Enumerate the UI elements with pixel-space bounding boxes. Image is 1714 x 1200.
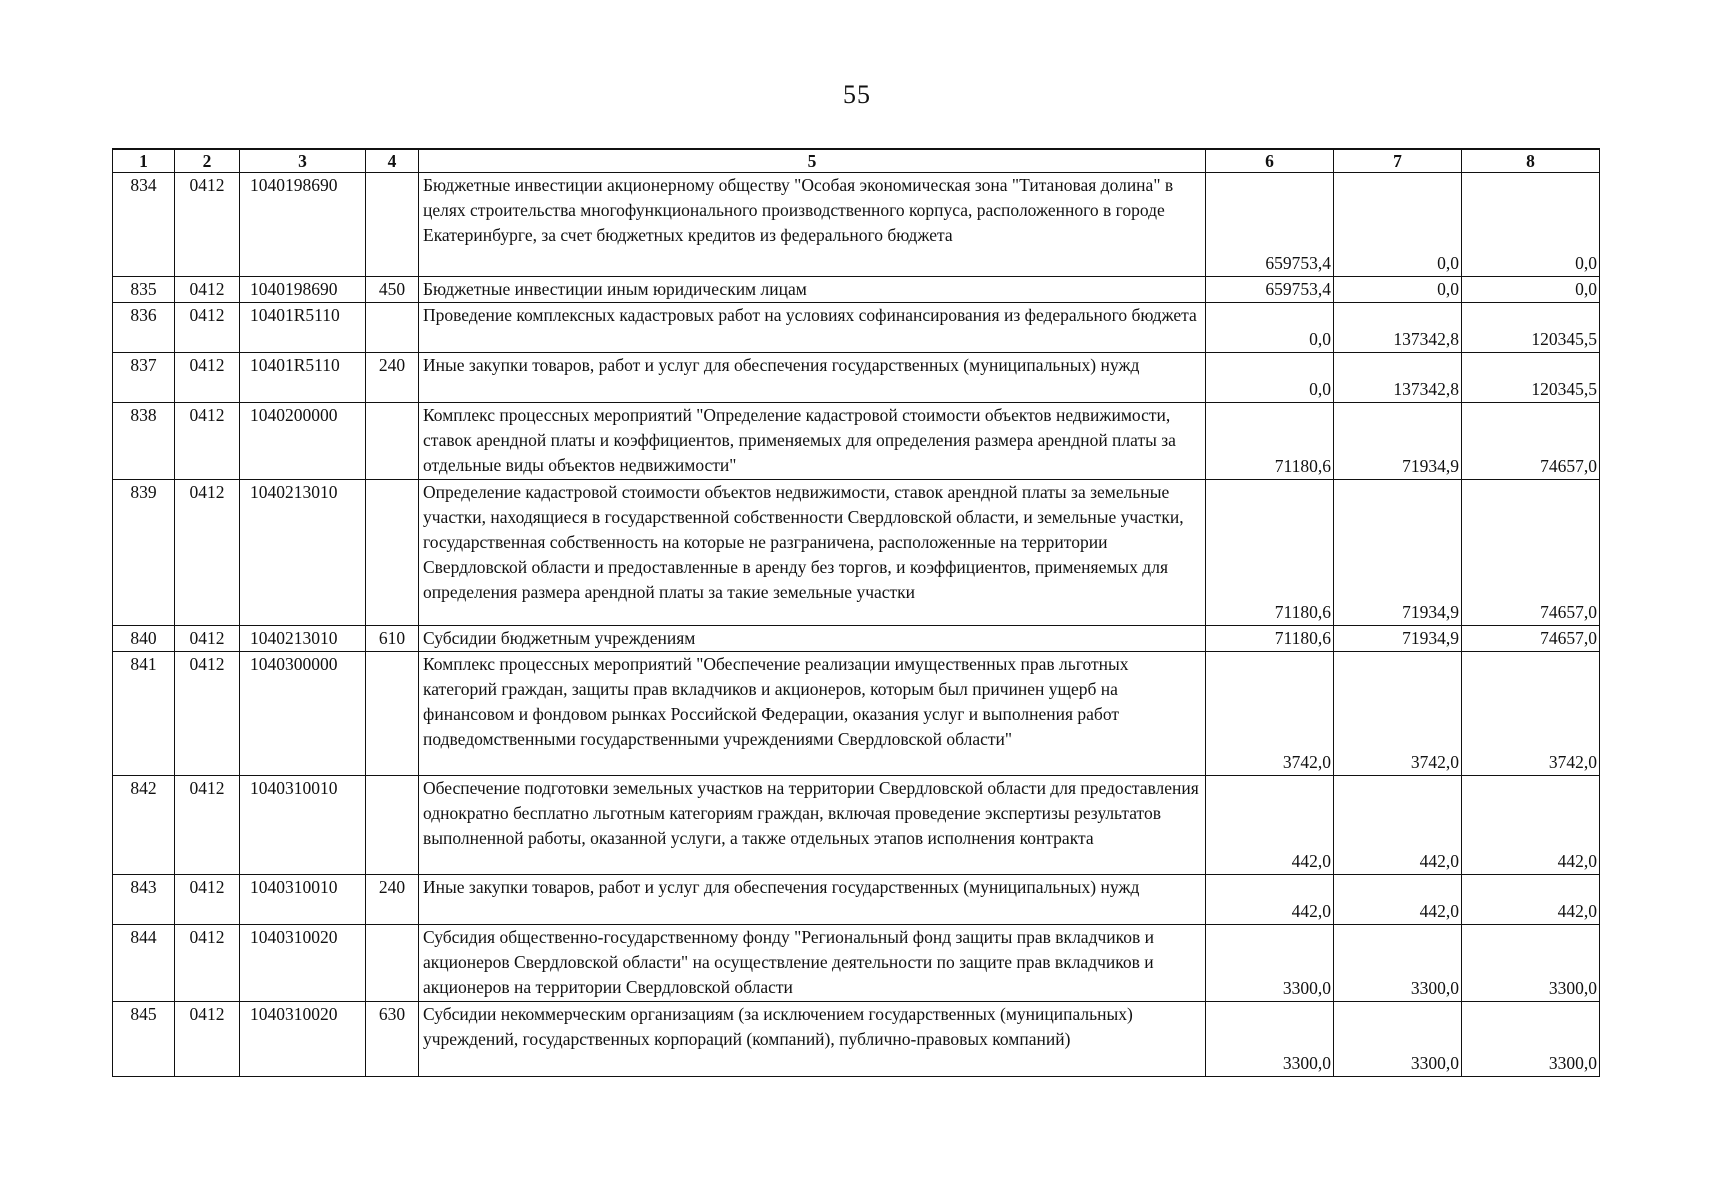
amount-col7-cell: 3300,0	[1334, 1002, 1462, 1077]
amount-col6-cell: 3742,0	[1206, 652, 1334, 776]
description-cell: Определение кадастровой стоимости объектов недвижимости, ставок арендной платы за земельные участки, находящиеся в государственной собственности Свердловской области, и земельные участки, государственная собственность на которые не разграничена, расположенные на территории Свердловской области и предоставленные в аренду без торгов, и коэффициентов, применяемых для определения размера арендной платы за такие земельные участки	[419, 480, 1206, 626]
row-number-cell: 845	[113, 1002, 175, 1077]
description-cell: Субсидии некоммерческим организациям (за исключением государственных (муниципальных) учреждений, государственных корпораций (компаний), публично-правовых компаний)	[419, 1002, 1206, 1077]
table-row	[113, 626, 1600, 652]
row-number-cell: 838	[113, 403, 175, 480]
row-number-cell: 839	[113, 480, 175, 626]
amount-col8-cell: 442,0	[1462, 875, 1600, 925]
table-row	[113, 173, 1600, 277]
description-cell: Иные закупки товаров, работ и услуг для обеспечения государственных (муниципальных) нужд	[419, 353, 1206, 403]
amount-col6-cell: 442,0	[1206, 875, 1334, 925]
column-header: 5	[419, 149, 1206, 173]
amount-col8-cell: 3300,0	[1462, 1002, 1600, 1077]
target-article-cell: 1040310020	[240, 1002, 366, 1077]
amount-col8-cell: 74657,0	[1462, 626, 1600, 652]
expense-type-cell	[366, 480, 419, 626]
amount-col6-cell: 3300,0	[1206, 1002, 1334, 1077]
column-header: 1	[113, 149, 175, 173]
target-article-cell: 1040198690	[240, 277, 366, 303]
row-number-cell: 837	[113, 353, 175, 403]
section-code-cell: 0412	[175, 875, 240, 925]
section-code-cell: 0412	[175, 403, 240, 480]
table-row	[113, 303, 1600, 353]
table-body	[113, 173, 1600, 1077]
target-article-cell: 10401R5110	[240, 353, 366, 403]
target-article-cell: 1040300000	[240, 652, 366, 776]
amount-col7-cell: 3742,0	[1334, 652, 1462, 776]
expense-type-cell: 240	[366, 353, 419, 403]
description-cell: Бюджетные инвестиции иным юридическим лицам	[419, 277, 1206, 303]
target-article-cell: 1040310010	[240, 875, 366, 925]
amount-col6-cell: 71180,6	[1206, 480, 1334, 626]
table-row	[113, 776, 1600, 875]
table-row	[113, 652, 1600, 776]
description-cell: Бюджетные инвестиции акционерному обществу "Особая экономическая зона "Титановая долина" в целях строительства многофункционального производственного корпуса, расположенного в городе Екатеринбурге, за счет бюджетных кредитов из федерального бюджета	[419, 173, 1206, 277]
row-number-cell: 835	[113, 277, 175, 303]
table-row	[113, 925, 1600, 1002]
section-code-cell: 0412	[175, 277, 240, 303]
table-row	[113, 875, 1600, 925]
amount-col7-cell: 0,0	[1334, 173, 1462, 277]
target-article-cell: 1040200000	[240, 403, 366, 480]
section-code-cell: 0412	[175, 353, 240, 403]
description-cell: Проведение комплексных кадастровых работ на условиях софинансирования из федерального бюджета	[419, 303, 1206, 353]
amount-col6-cell: 659753,4	[1206, 173, 1334, 277]
page-number: 55	[843, 80, 871, 109]
amount-col7-cell: 442,0	[1334, 776, 1462, 875]
table-row	[113, 1002, 1600, 1077]
target-article-cell: 1040213010	[240, 626, 366, 652]
column-header: 8	[1462, 149, 1600, 173]
expense-type-cell: 450	[366, 277, 419, 303]
expense-type-cell	[366, 776, 419, 875]
expense-type-cell: 630	[366, 1002, 419, 1077]
section-code-cell: 0412	[175, 480, 240, 626]
expense-type-cell	[366, 925, 419, 1002]
description-cell: Комплекс процессных мероприятий "Обеспечение реализации имущественных прав льготных категорий граждан, защиты прав вкладчиков и акционеров, которым был причинен ущерб на финансовом и фондовом рынках Российской Федерации, оказания услуг и выполнения работ подведомственными государственными учреждениями Свердловской области"	[419, 652, 1206, 776]
row-number-cell: 840	[113, 626, 175, 652]
amount-col8-cell: 0,0	[1462, 173, 1600, 277]
column-header: 3	[240, 149, 366, 173]
description-cell: Субсидии бюджетным учреждениям	[419, 626, 1206, 652]
section-code-cell: 0412	[175, 652, 240, 776]
amount-col8-cell: 74657,0	[1462, 480, 1600, 626]
expense-type-cell	[366, 652, 419, 776]
expense-type-cell	[366, 173, 419, 277]
amount-col8-cell: 0,0	[1462, 277, 1600, 303]
amount-col6-cell: 0,0	[1206, 303, 1334, 353]
section-code-cell: 0412	[175, 1002, 240, 1077]
expense-type-cell	[366, 303, 419, 353]
amount-col6-cell: 659753,4	[1206, 277, 1334, 303]
section-code-cell: 0412	[175, 626, 240, 652]
section-code-cell: 0412	[175, 303, 240, 353]
target-article-cell: 10401R5110	[240, 303, 366, 353]
row-number-cell: 842	[113, 776, 175, 875]
amount-col7-cell: 71934,9	[1334, 626, 1462, 652]
target-article-cell: 1040310020	[240, 925, 366, 1002]
amount-col7-cell: 71934,9	[1334, 480, 1462, 626]
table-row	[113, 277, 1600, 303]
expense-type-cell: 240	[366, 875, 419, 925]
target-article-cell: 1040198690	[240, 173, 366, 277]
amount-col7-cell: 71934,9	[1334, 403, 1462, 480]
description-cell: Иные закупки товаров, работ и услуг для обеспечения государственных (муниципальных) нужд	[419, 875, 1206, 925]
description-cell: Обеспечение подготовки земельных участков на территории Свердловской области для предоставления однократно бесплатно льготным категориям граждан, включая проведение экспертизы результатов выполненной работы, оказанной услуги, а также отдельных этапов исполнения контракта	[419, 776, 1206, 875]
amount-col8-cell: 3742,0	[1462, 652, 1600, 776]
amount-col7-cell: 3300,0	[1334, 925, 1462, 1002]
amount-col7-cell: 137342,8	[1334, 353, 1462, 403]
amount-col7-cell: 0,0	[1334, 277, 1462, 303]
column-header: 2	[175, 149, 240, 173]
row-number-cell: 841	[113, 652, 175, 776]
row-number-cell: 843	[113, 875, 175, 925]
amount-col6-cell: 442,0	[1206, 776, 1334, 875]
amount-col6-cell: 0,0	[1206, 353, 1334, 403]
column-header: 7	[1334, 149, 1462, 173]
budget-table	[112, 148, 1600, 1077]
expense-type-cell	[366, 403, 419, 480]
amount-col7-cell: 137342,8	[1334, 303, 1462, 353]
expense-type-cell: 610	[366, 626, 419, 652]
amount-col8-cell: 120345,5	[1462, 303, 1600, 353]
section-code-cell: 0412	[175, 776, 240, 875]
amount-col8-cell: 442,0	[1462, 776, 1600, 875]
amount-col7-cell: 442,0	[1334, 875, 1462, 925]
row-number-cell: 834	[113, 173, 175, 277]
amount-col6-cell: 71180,6	[1206, 626, 1334, 652]
amount-col8-cell: 120345,5	[1462, 353, 1600, 403]
row-number-cell: 836	[113, 303, 175, 353]
amount-col6-cell: 71180,6	[1206, 403, 1334, 480]
description-cell: Комплекс процессных мероприятий "Определение кадастровой стоимости объектов недвижимости, ставок арендной платы и коэффициентов, применяемых для определения размера арендной платы за отдельные виды объектов недвижимости"	[419, 403, 1206, 480]
description-cell: Субсидия общественно-государственному фонду "Региональный фонд защиты прав вкладчиков и акционеров Свердловской области" на осуществление деятельности по защите прав вкладчиков и акционеров на территории Свердловской области	[419, 925, 1206, 1002]
row-number-cell: 844	[113, 925, 175, 1002]
column-header: 6	[1206, 149, 1334, 173]
table-row	[113, 353, 1600, 403]
header-row	[113, 149, 1600, 173]
table-row	[113, 480, 1600, 626]
amount-col6-cell: 3300,0	[1206, 925, 1334, 1002]
target-article-cell: 1040310010	[240, 776, 366, 875]
target-article-cell: 1040213010	[240, 480, 366, 626]
section-code-cell: 0412	[175, 925, 240, 1002]
column-header: 4	[366, 149, 419, 173]
table-row	[113, 403, 1600, 480]
amount-col8-cell: 3300,0	[1462, 925, 1600, 1002]
section-code-cell: 0412	[175, 173, 240, 277]
amount-col8-cell: 74657,0	[1462, 403, 1600, 480]
